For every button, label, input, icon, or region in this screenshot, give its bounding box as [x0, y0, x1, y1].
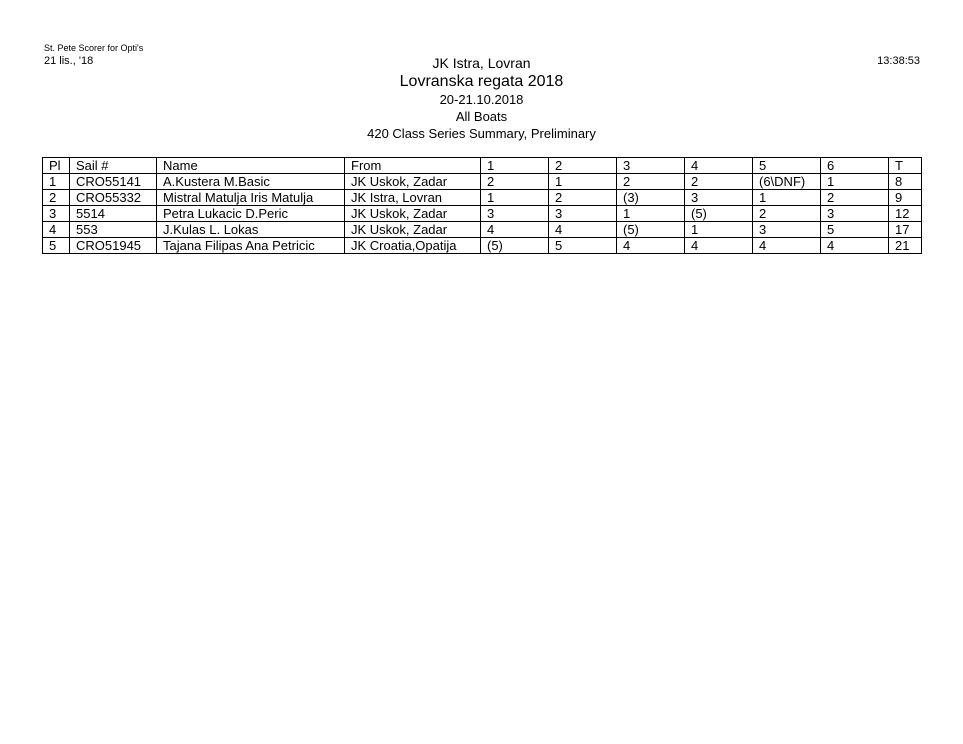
- column-header-race-3: 3: [617, 158, 685, 174]
- place-cell: 2: [43, 190, 70, 206]
- name-cell: Petra Lukacic D.Peric: [157, 206, 345, 222]
- name-cell: Tajana Filipas Ana Petricic: [157, 238, 345, 254]
- race-1-cell: 4: [481, 222, 549, 238]
- table-row: [43, 238, 922, 254]
- race-5-cell: 4: [753, 238, 821, 254]
- place-cell: 4: [43, 222, 70, 238]
- place-cell: 5: [43, 238, 70, 254]
- report-subtitle: 420 Class Series Summary, Preliminary: [367, 126, 596, 141]
- column-header-sail: Sail #: [70, 158, 157, 174]
- race-6-cell: 1: [821, 174, 889, 190]
- race-1-cell: 2: [481, 174, 549, 190]
- column-header-place: Pl: [43, 158, 70, 174]
- race-1-cell: 1: [481, 190, 549, 206]
- race-2-cell: 3: [549, 206, 617, 222]
- event-title: Lovranska regata 2018: [399, 73, 564, 90]
- race-6-cell: 3: [821, 206, 889, 222]
- sail-cell: 5514: [70, 206, 157, 222]
- race-2-cell: 5: [549, 238, 617, 254]
- race-3-cell: 2: [617, 174, 685, 190]
- club-name: JK Istra, Lovran: [432, 55, 531, 71]
- place-cell: 1: [43, 174, 70, 190]
- name-cell: A.Kustera M.Basic: [157, 174, 345, 190]
- race-2-cell: 4: [549, 222, 617, 238]
- print-time: 13:38:53: [877, 55, 920, 67]
- table-row: [43, 174, 922, 190]
- race-4-cell: 1: [685, 222, 753, 238]
- race-3-cell: 1: [617, 206, 685, 222]
- column-header-total: T: [889, 158, 922, 174]
- column-header-race-1: 1: [481, 158, 549, 174]
- sail-cell: 553: [70, 222, 157, 238]
- race-2-cell: 1: [549, 174, 617, 190]
- race-2-cell: 2: [549, 190, 617, 206]
- race-6-cell: 2: [821, 190, 889, 206]
- total-cell: 21: [889, 238, 922, 254]
- table-row: [43, 190, 922, 206]
- race-1-cell: 3: [481, 206, 549, 222]
- name-cell: Mistral Matulja Iris Matulja: [157, 190, 345, 206]
- column-header-race-2: 2: [549, 158, 617, 174]
- name-cell: J.Kulas L. Lokas: [157, 222, 345, 238]
- race-4-cell: (5): [685, 206, 753, 222]
- table-row: [43, 222, 922, 238]
- from-cell: JK Uskok, Zadar: [345, 206, 481, 222]
- from-cell: JK Istra, Lovran: [345, 190, 481, 206]
- column-header-race-5: 5: [753, 158, 821, 174]
- race-1-cell: (5): [481, 238, 549, 254]
- race-4-cell: 4: [685, 238, 753, 254]
- race-3-cell: (3): [617, 190, 685, 206]
- header-row: [43, 158, 922, 174]
- event-dates: 20-21.10.2018: [439, 92, 524, 107]
- software-name: St. Pete Scorer for Opti's: [44, 43, 144, 53]
- print-date: 21 lis., '18: [44, 55, 94, 67]
- column-header-name: Name: [157, 158, 345, 174]
- boat-filter: All Boats: [455, 109, 508, 124]
- race-5-cell: 2: [753, 206, 821, 222]
- table-row: [43, 206, 922, 222]
- total-cell: 8: [889, 174, 922, 190]
- total-cell: 12: [889, 206, 922, 222]
- race-5-cell: 3: [753, 222, 821, 238]
- place-cell: 3: [43, 206, 70, 222]
- from-cell: JK Croatia,Opatija: [345, 238, 481, 254]
- report-header: [0, 55, 963, 142]
- race-6-cell: 5: [821, 222, 889, 238]
- race-6-cell: 4: [821, 238, 889, 254]
- race-5-cell: 1: [753, 190, 821, 206]
- sail-cell: CRO55141: [70, 174, 157, 190]
- column-header-race-6: 6: [821, 158, 889, 174]
- sail-cell: CRO55332: [70, 190, 157, 206]
- race-4-cell: 2: [685, 174, 753, 190]
- from-cell: JK Uskok, Zadar: [345, 222, 481, 238]
- total-cell: 9: [889, 190, 922, 206]
- race-3-cell: (5): [617, 222, 685, 238]
- race-5-cell: (6\DNF): [753, 174, 821, 190]
- from-cell: JK Uskok, Zadar: [345, 174, 481, 190]
- total-cell: 17: [889, 222, 922, 238]
- race-4-cell: 3: [685, 190, 753, 206]
- results-table: [42, 157, 922, 254]
- sail-cell: CRO51945: [70, 238, 157, 254]
- column-header-from: From: [345, 158, 481, 174]
- race-3-cell: 4: [617, 238, 685, 254]
- column-header-race-4: 4: [685, 158, 753, 174]
